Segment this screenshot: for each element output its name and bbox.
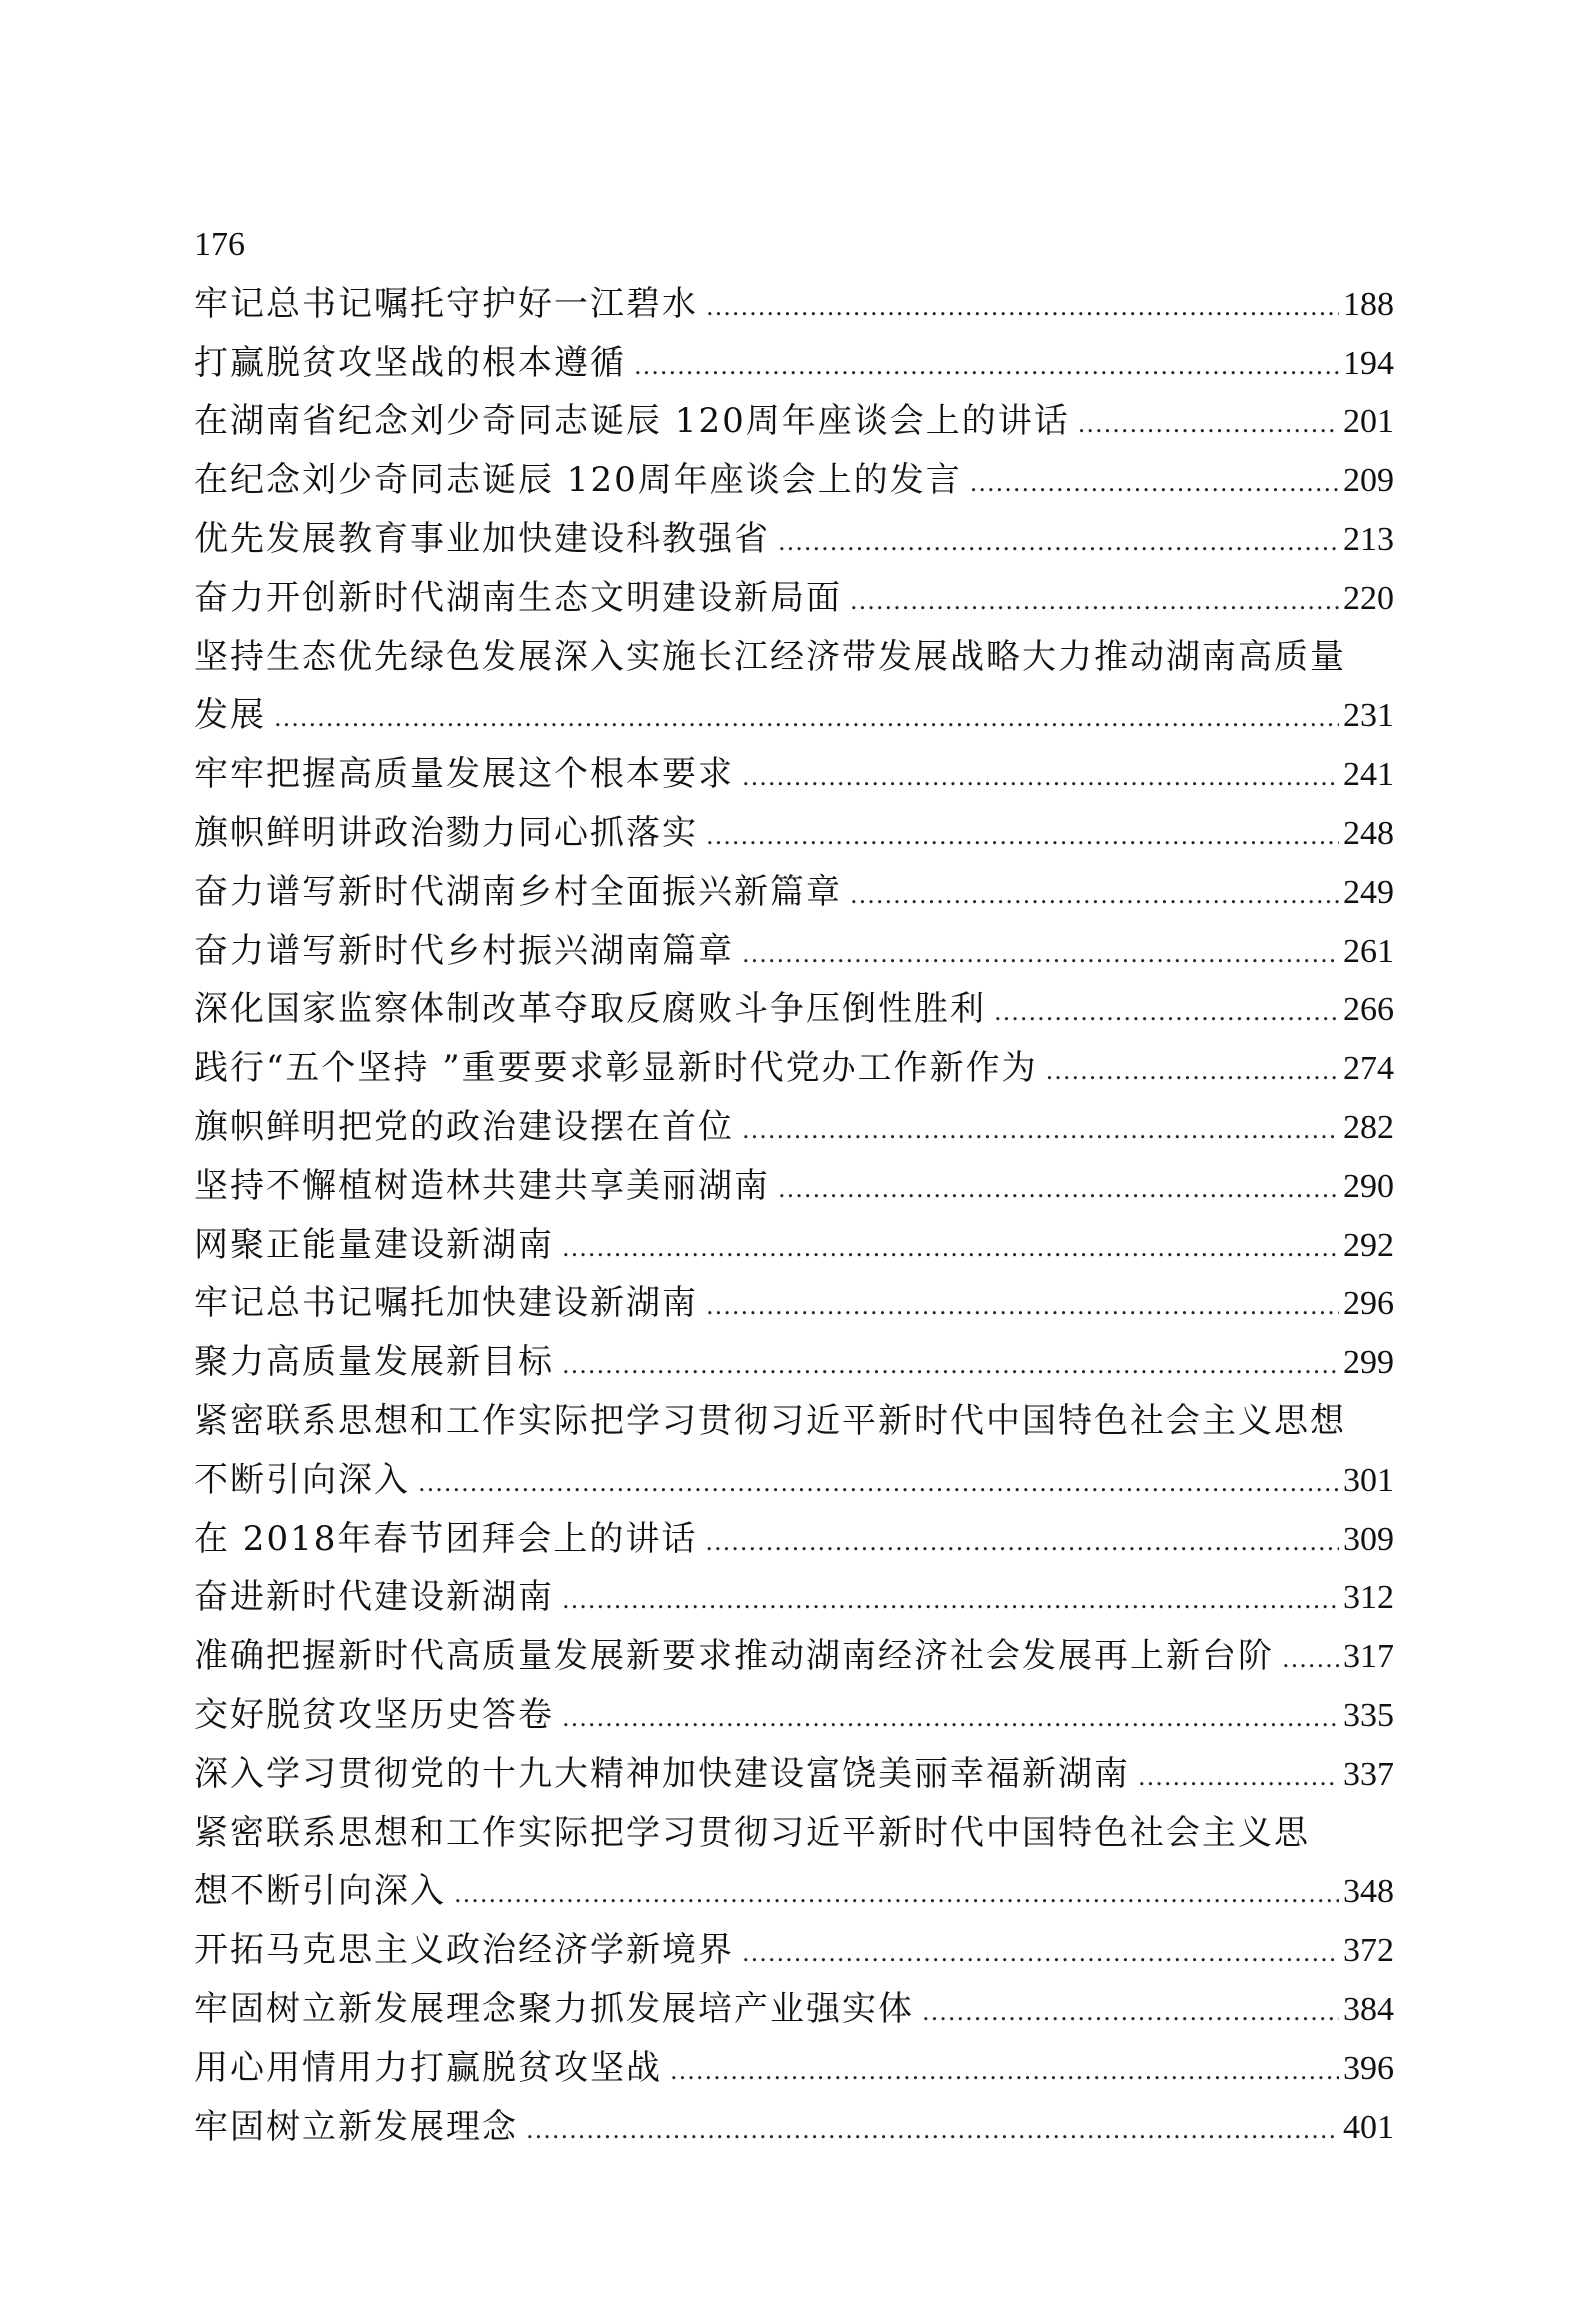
toc-entry-page-number: 396 [1343,2049,1394,2087]
toc-entry[interactable] [194,980,1394,1039]
toc-entry-title: 优先发展教育事业加快建设科教强省 [194,518,770,559]
toc-entry[interactable] [194,1862,1394,1921]
toc-entry-page-number: 290 [1343,1167,1394,1205]
toc-entry[interactable] [194,275,1394,334]
toc-entry-page-number: 337 [1343,1755,1394,1793]
toc-entry-page-number: 292 [1343,1226,1394,1264]
toc-entry[interactable] [194,1216,1394,1275]
toc-entry-page-number: 209 [1343,462,1394,500]
toc-entry-title: 奋力开创新时代湖南生态文明建设新局面 [194,577,842,618]
toc-entry[interactable] [194,686,1394,745]
toc-entry[interactable] [194,1980,1394,2039]
toc-entry[interactable] [194,334,1394,393]
toc-entry-page-number: 299 [1343,1344,1394,1382]
toc-entry[interactable] [194,1745,1394,1804]
leader-dots [562,1219,1339,1275]
leader-dots [970,454,1339,510]
leader-dots [742,1101,1339,1157]
toc-entry[interactable] [194,1686,1394,1745]
toc-entry-title: 在 2018年春节团拜会上的讲话 [194,1518,698,1559]
leader-dots [705,1513,1339,1569]
toc-entry[interactable] [194,863,1394,922]
continued-page-number: 176 [194,226,245,263]
toc-entry-page-number: 372 [1343,1932,1394,1970]
toc-entry-page-number: 249 [1343,873,1394,911]
toc-entry-page-number: 188 [1343,285,1394,323]
toc-entry-page-number: 301 [1343,1461,1394,1499]
leader-dots [562,1689,1339,1745]
toc-entry[interactable] [194,2098,1394,2157]
toc-entry-title-line1[interactable]: 坚持生态优先绿色发展深入实施长江经济带发展战略大力推动湖南高质量 [194,636,1346,677]
toc-entry[interactable] [194,1333,1394,1392]
toc-entry-title: 旗帜鲜明把党的政治建设摆在首位 [194,1106,734,1147]
toc-entry-title: 打赢脱贫攻坚战的根本遵循 [194,342,626,383]
leader-dots [1282,1630,1339,1686]
leader-dots [670,2042,1339,2098]
leader-dots [562,1336,1339,1392]
leader-dots [562,1571,1339,1627]
leader-dots [850,866,1339,922]
leader-dots [274,689,1339,745]
toc-entry-page-number: 261 [1343,932,1394,970]
toc-entry-page-number: 348 [1343,1873,1394,1911]
leader-dots [778,1160,1339,1216]
toc-entry-page-number: 248 [1343,814,1394,852]
toc-entry-page-number: 282 [1343,1108,1394,1146]
toc-entry-page-number: 317 [1343,1638,1394,1676]
leader-dots [634,337,1339,393]
leader-dots [1046,1042,1339,1098]
toc-entry-title: 牢固树立新发展理念 [194,2106,518,2147]
leader-dots [850,572,1339,628]
toc-entry-page-number: 312 [1343,1579,1394,1617]
toc-entry[interactable] [194,1098,1394,1157]
leader-dots [994,983,1339,1039]
leader-dots [742,1924,1339,1980]
toc-entry-title: 聚力高质量发展新目标 [194,1342,554,1383]
toc-entry-title: 牢牢把握高质量发展这个根本要求 [194,754,734,795]
toc-entry[interactable] [194,804,1394,863]
leader-dots [454,1865,1339,1921]
toc-entry-title: 牢记总书记嘱托守护好一江碧水 [194,283,698,324]
toc-entry[interactable] [194,1157,1394,1216]
toc-entry[interactable] [194,1451,1394,1510]
table-of-contents [194,216,1394,2156]
leader-dots [706,278,1339,334]
toc-entry-title: 深入学习贯彻党的十九大精神加快建设富饶美丽幸福新湖南 [194,1753,1130,1794]
toc-entry-title: 发展 [194,695,266,736]
toc-entry[interactable] [194,1510,1394,1569]
toc-entry-page-number: 309 [1343,1520,1394,1558]
toc-entry-title-line1[interactable]: 紧密联系思想和工作实际把学习贯彻习近平新时代中国特色社会主义思 [194,1812,1310,1853]
toc-entry-title: 奋进新时代建设新湖南 [194,1577,554,1618]
toc-entry-title: 奋力谱写新时代湖南乡村全面振兴新篇章 [194,871,842,912]
toc-entry-title: 想不断引向深入 [194,1871,446,1912]
toc-entry[interactable] [194,392,1394,451]
toc-entry-title: 牢记总书记嘱托加快建设新湖南 [194,1283,698,1324]
toc-entry-title: 开拓马克思主义政治经济学新境界 [194,1930,734,1971]
toc-entry-title-line1[interactable]: 紧密联系思想和工作实际把学习贯彻习近平新时代中国特色社会主义思想 [194,1400,1346,1441]
toc-entry[interactable] [194,451,1394,510]
toc-entry-page-number: 194 [1343,344,1394,382]
toc-entry-page-number: 201 [1343,403,1394,441]
toc-entry[interactable] [194,1568,1394,1627]
toc-entry[interactable] [194,1274,1394,1333]
leader-dots [742,925,1339,981]
toc-entry-page-number: 213 [1343,520,1394,558]
toc-entry-page-number: 335 [1343,1696,1394,1734]
toc-entry-title: 准确把握新时代高质量发展新要求推动湖南经济社会发展再上新台阶 [194,1636,1274,1677]
toc-entry-title: 旗帜鲜明讲政治勠力同心抓落实 [194,812,698,853]
toc-entry-page-number: 231 [1343,697,1394,735]
toc-entry[interactable] [194,922,1394,981]
toc-entry[interactable] [194,745,1394,804]
toc-entry[interactable] [194,569,1394,628]
toc-entry-page-number: 266 [1343,991,1394,1029]
toc-entry-page-number: 296 [1343,1285,1394,1323]
toc-list [194,275,1394,2157]
toc-entry[interactable] [194,510,1394,569]
toc-entry-title: 坚持不懈植树造林共建共享美丽湖南 [194,1165,770,1206]
toc-entry-title: 不断引向深入 [194,1459,410,1500]
toc-entry-page-number: 384 [1343,1990,1394,2028]
toc-entry-title: 牢固树立新发展理念聚力抓发展培产业强实体 [194,1988,914,2029]
toc-entry-page-number: 401 [1343,2108,1394,2146]
toc-entry[interactable] [194,1627,1394,1686]
leader-dots [778,513,1339,569]
toc-entry-page-number: 274 [1343,1050,1394,1088]
toc-entry-page-number: 241 [1343,756,1394,794]
toc-entry-title: 践行“五个坚持 ”重要要求彰显新时代党办工作新作为 [194,1048,1038,1089]
leader-dots [1138,1748,1339,1804]
toc-entry-title: 深化国家监察体制改革夺取反腐败斗争压倒性胜利 [194,989,986,1030]
leader-dots [526,2101,1339,2157]
leader-dots [706,1277,1339,1333]
toc-entry-title: 奋力谱写新时代乡村振兴湖南篇章 [194,930,734,971]
toc-entry-title: 在湖南省纪念刘少奇同志诞辰 120周年座谈会上的讲话 [194,401,1070,442]
leader-dots [742,748,1339,804]
leader-dots [1078,395,1339,451]
toc-entry-page-number: 220 [1343,579,1394,617]
toc-entry[interactable] [194,2039,1394,2098]
toc-entry-title: 用心用情用力打赢脱贫攻坚战 [194,2047,662,2088]
toc-entry[interactable] [194,1921,1394,1980]
toc-entry-title: 网聚正能量建设新湖南 [194,1224,554,1265]
leader-dots [922,1983,1339,2039]
toc-entry-title: 交好脱贫攻坚历史答卷 [194,1694,554,1735]
toc-entry-title: 在纪念刘少奇同志诞辰 120周年座谈会上的发言 [194,460,962,501]
leader-dots [418,1454,1339,1510]
toc-entry[interactable] [194,1039,1394,1098]
leader-dots [706,807,1339,863]
